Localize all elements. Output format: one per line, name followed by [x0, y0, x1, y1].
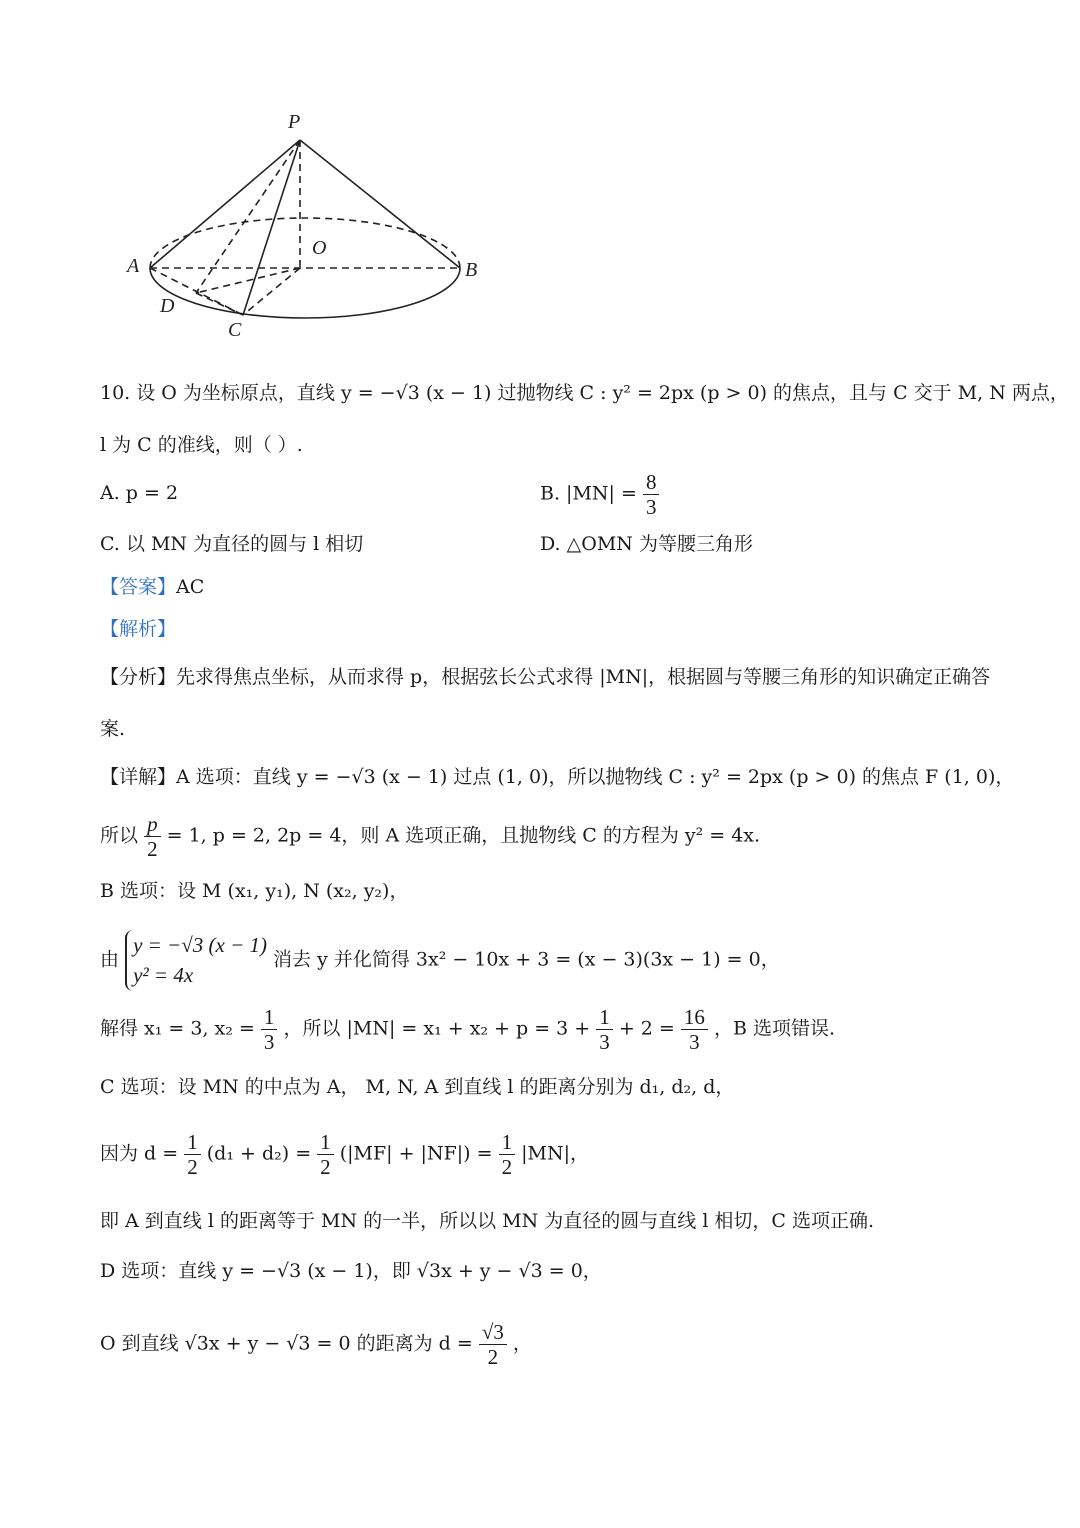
detail-a2-fraction — [144, 812, 161, 861]
segment-od — [196, 268, 300, 293]
detail-b-line-3 — [100, 1005, 835, 1054]
detail-c2-mid2: (|MF| + |NF|) = — [339, 1142, 493, 1165]
detail-b3-frac-1 — [261, 1005, 278, 1054]
detail-a2-prefix: 所以 — [100, 824, 139, 847]
system-eq-1: y = −√3 (x − 1) — [133, 933, 267, 957]
detail-b3-end: ，B 选项错误. — [713, 1017, 835, 1040]
detail-c2-mid: (d₁ + d₂) = — [206, 1142, 312, 1165]
answer-value: AC — [176, 576, 205, 598]
detail-b3-f2-num: 1 — [596, 1005, 613, 1030]
detail-c2-prefix: 因为 d = — [100, 1142, 179, 1165]
answer-tag: 【答案】 — [100, 576, 177, 598]
label-p: P — [288, 111, 301, 133]
system-eq-2: y² = 4x — [133, 963, 194, 988]
detail-c2-f2-den: 2 — [320, 1155, 331, 1180]
detail-b2-prefix: 由 — [100, 948, 120, 971]
option-a: A. p = 2 — [100, 482, 179, 504]
equation-system — [125, 930, 267, 991]
detail-c2-frac-3 — [499, 1130, 516, 1179]
detail-b-line-2 — [100, 930, 780, 991]
detail-c2-f1-num: 1 — [184, 1130, 201, 1155]
option-b-fraction — [643, 470, 660, 519]
detail-a2-rest: = 1, p = 2, 2p = 4，则 A 选项正确，且抛物线 C 的方程为 y² = 4x. — [166, 824, 761, 847]
detail-c2-end: |MN|， — [521, 1142, 590, 1165]
label-b: B — [465, 259, 478, 281]
option-b — [540, 470, 659, 519]
detail-b3-f2-den: 3 — [599, 1030, 610, 1055]
ellipse-back — [150, 218, 460, 268]
option-c: C. 以 MN 为直径的圆与 l 相切 — [100, 533, 364, 555]
fenxi-line-1 — [100, 666, 990, 689]
detail-d2-num: √3 — [479, 1320, 507, 1345]
edge-pc — [243, 140, 300, 315]
analysis-tag: 【解析】 — [100, 618, 177, 640]
fenxi-tag: 【分析】 — [100, 666, 177, 688]
question-stem-line-1: 10. 设 O 为坐标原点，直线 y = −√3 (x − 1) 过抛物线 C : y² = 2px (p > 0) 的焦点，且与 C 交于 M, N 两点， — [100, 382, 1069, 404]
detail-d2-fraction — [479, 1320, 507, 1369]
option-b-num: 8 — [643, 470, 660, 495]
label-c: C — [228, 319, 242, 341]
label-o: O — [312, 237, 327, 259]
detail-c2-f2-num: 1 — [317, 1130, 334, 1155]
detail-d2-prefix: O 到直线 √3x + y − √3 = 0 的距离为 d = — [100, 1332, 473, 1355]
cone-figure — [0, 0, 1080, 360]
detail-b3-frac-3 — [681, 1005, 708, 1054]
detail-b3-frac-2 — [596, 1005, 613, 1054]
detail-c2-frac-2 — [317, 1130, 334, 1179]
detail-b3-mid: ，所以 |MN| = x₁ + x₂ + p = 3 + — [283, 1017, 591, 1040]
detail-c-line-1: C 选项：设 MN 的中点为 A， M, N, A 到直线 l 的距离分别为 d₁, d₂, d， — [100, 1076, 735, 1098]
detail-d-line-1: D 选项：直线 y = −√3 (x − 1)，即 √3x + y − √3 = 0， — [100, 1260, 602, 1282]
detail-c2-f3-den: 2 — [501, 1155, 513, 1180]
detail-a-line-2 — [100, 812, 760, 861]
detail-d-line-2 — [100, 1320, 532, 1369]
detail-c-line-3: 即 A 到直线 l 的距离等于 MN 的一半，所以以 MN 为直径的圆与直线 l 相切，C 选项正确. — [100, 1210, 875, 1232]
label-a: A — [127, 255, 140, 277]
detail-b3-f1-num: 1 — [261, 1005, 278, 1030]
detail-c2-f3-num: 1 — [499, 1130, 516, 1155]
option-d: D. △OMN 为等腰三角形 — [540, 533, 753, 555]
detail-b3-prefix: 解得 x₁ = 3, x₂ = — [100, 1017, 255, 1040]
detail-d2-end: ， — [512, 1332, 532, 1355]
detail-b3-mid2: + 2 = — [618, 1017, 675, 1040]
detail-tag: 【详解】 — [100, 766, 177, 788]
detail-a-text: A 选项：直线 y = −√3 (x − 1) 过点 (1, 0)，所以抛物线 C : y² = 2px (p > 0) 的焦点 F (1, 0)， — [176, 766, 1015, 788]
fenxi-line-2: 案. — [100, 718, 126, 740]
detail-b-line-1: B 选项：设 M (x₁, y₁), N (x₂, y₂)， — [100, 880, 409, 902]
detail-c2-f1-den: 2 — [187, 1155, 198, 1180]
detail-c2-frac-1 — [184, 1130, 201, 1179]
detail-d2-den: 2 — [487, 1345, 499, 1370]
detail-a2-den: 2 — [147, 837, 158, 862]
detail-b3-f3-num: 16 — [681, 1005, 708, 1030]
question-stem-line-2: l 为 C 的准线，则（ ）. — [100, 434, 303, 456]
detail-a2-num: p — [144, 812, 161, 837]
detail-b2-rest: 消去 y 并化简得 3x² − 10x + 3 = (x − 3)(3x − 1) = 0， — [273, 948, 780, 971]
detail-a-line-1 — [100, 766, 1014, 789]
fenxi-text: 先求得焦点坐标，从而求得 p，根据弦长公式求得 |MN|，根据圆与等腰三角形的知识确定正确答 — [176, 666, 991, 688]
label-d: D — [160, 295, 175, 317]
answer-line — [100, 576, 204, 599]
option-b-den: 3 — [645, 495, 657, 520]
option-b-label: B. |MN| = — [540, 482, 637, 505]
detail-b3-f3-den: 3 — [689, 1030, 700, 1055]
edge-pa — [150, 140, 300, 268]
detail-b3-f1-den: 3 — [263, 1030, 275, 1055]
detail-c-line-2 — [100, 1130, 589, 1179]
segment-pd — [196, 140, 300, 293]
